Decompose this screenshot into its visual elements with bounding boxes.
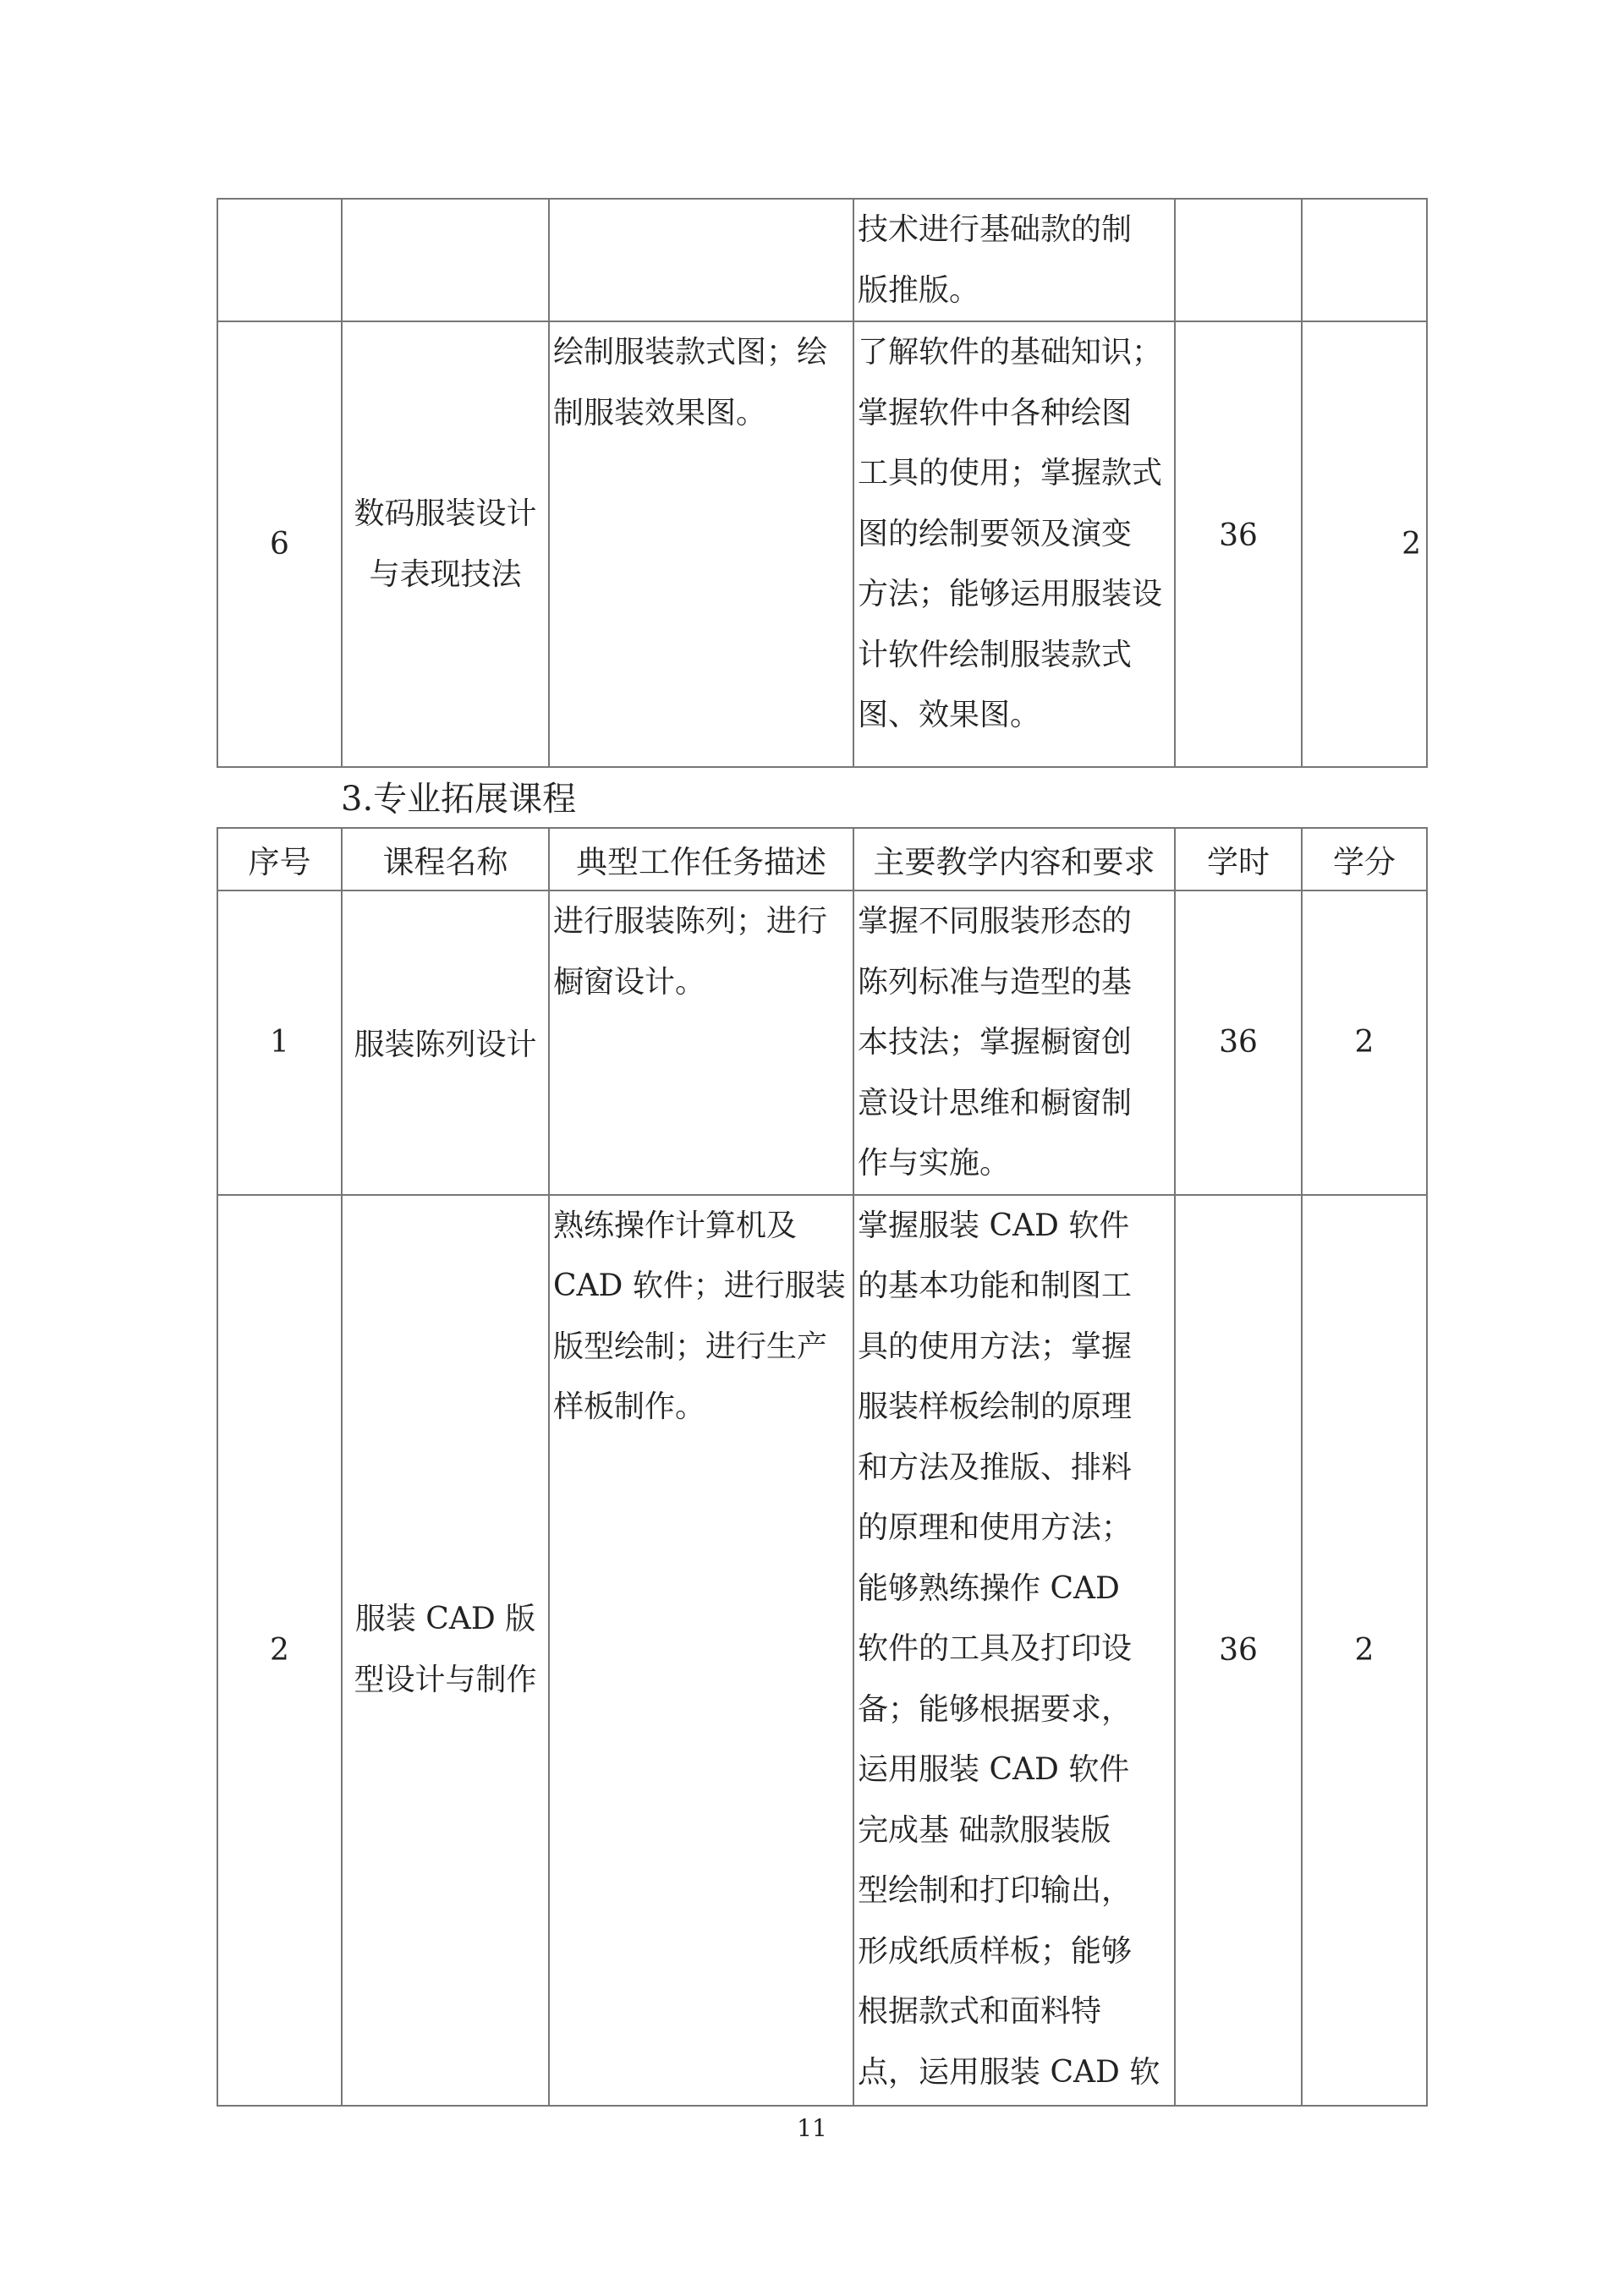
content-line: 本技法；掌握橱窗创 [858,1025,1133,1060]
content-line: 形成纸质样板；能够 [858,1933,1133,1969]
cell-task [549,890,853,1195]
cell-hours: 36 [1175,890,1302,1195]
cell-content [853,321,1175,767]
task-line: 版型绘制；进行生产 [553,1329,828,1364]
content-line: 根据款式和面料特 [858,1994,1102,2029]
cell-credits: 2 [1302,1195,1427,2106]
cell-task [549,1195,853,2106]
task-line: 熟练操作计算机及 [553,1208,798,1243]
cell-content [853,1195,1175,2106]
content-line: 方法；能够运用服装设 [858,577,1163,611]
header-credits: 学分 [1302,828,1427,890]
course-name-line: 服装 CAD 版 [354,1602,536,1636]
content-line: 掌握服装 CAD 软件 [858,1208,1130,1243]
content-line: 陈列标准与造型的基 [858,964,1133,1000]
content-line: 和方法及推版、排料 [858,1449,1133,1485]
content-line: 掌握软件中各种绘图 [858,395,1133,430]
task-line: CAD 软件；进行服装 [553,1269,846,1303]
header-seq: 序号 [217,828,342,890]
table-row-6 [217,321,1427,767]
task-line: 橱窗设计。 [553,964,706,1000]
cell-task [549,321,853,767]
header-content: 主要教学内容和要求 [853,828,1175,890]
content-line: 运用服装 CAD 软件 [858,1752,1130,1787]
cell-content [853,890,1175,1195]
cell-course-name [342,1195,549,2106]
content-line: 能够熟练操作 CAD [858,1570,1120,1606]
content-line: 图、效果图。 [858,698,1041,732]
content-line: 作与实施。 [858,1146,1011,1181]
content-line: 计软件绘制服装款式 [858,637,1133,672]
table-header-row [217,828,1427,890]
table-row-continued [217,199,1427,321]
content-line: 服装样板绘制的原理 [858,1389,1133,1424]
content-line: 图的绘制要领及演变 [858,516,1133,551]
section-title: 3.专业拓展课程 [341,780,577,819]
cell-course-name [342,321,549,767]
content-line: 工具的使用；掌握款式 [858,456,1163,490]
header-name: 课程名称 [342,828,549,890]
course-name-line: 型设计与制作 [354,1663,537,1697]
content-line: 的原理和使用方法； [858,1510,1133,1545]
content-line: 完成基 础款服装版 [858,1812,1111,1848]
cell-course-name: 服装陈列设计 [342,890,549,1195]
course-table-continued [217,198,1428,768]
course-name-line: 数码服装设计 [354,496,537,531]
header-hours: 学时 [1175,828,1302,890]
content-line: 备；能够根据要求， [858,1691,1133,1727]
cell-hours: 36 [1175,321,1302,767]
content-line: 意设计思维和橱窗制 [858,1085,1133,1121]
cell-credits: 2 [1302,890,1427,1195]
table-row-1 [217,890,1427,1195]
content-line: 具的使用方法；掌握 [858,1329,1133,1364]
header-task: 典型工作任务描述 [549,828,853,890]
task-line: 进行服装陈列；进行 [553,904,828,939]
cell-hours: 36 [1175,1195,1302,2106]
cell-credits-empty [1302,199,1427,321]
content-line: 软件的工具及打印设 [858,1631,1133,1666]
cell-credits: 2 [1302,321,1427,767]
cell-seq-empty [217,199,342,321]
content-line: 掌握不同服装形态的 [858,904,1133,939]
task-line: 样板制作。 [553,1389,706,1424]
cell-hours-empty [1175,199,1302,321]
page-number: 11 [797,2114,827,2142]
content-line: 点，运用服装 CAD 软 [858,2054,1160,2090]
task-line: 制服装效果图。 [553,395,767,430]
cell-task-empty [549,199,853,321]
course-name-line: 与表现技法 [369,556,522,592]
cell-seq: 6 [217,321,342,767]
task-line: 绘制服装款式图；绘 [553,335,828,370]
cell-content [853,199,1175,321]
cell-seq: 1 [217,890,342,1195]
content-line: 版推版。 [858,272,980,308]
content-line: 型绘制和打印输出， [858,1873,1133,1908]
extension-course-table [217,827,1428,2107]
cell-name-empty [342,199,549,321]
cell-seq: 2 [217,1195,342,2106]
content-line: 技术进行基础款的制 [858,212,1133,247]
content-line: 了解软件的基础知识； [858,335,1163,370]
content-line: 的基本功能和制图工 [858,1269,1133,1303]
table-row-2 [217,1195,1427,2106]
